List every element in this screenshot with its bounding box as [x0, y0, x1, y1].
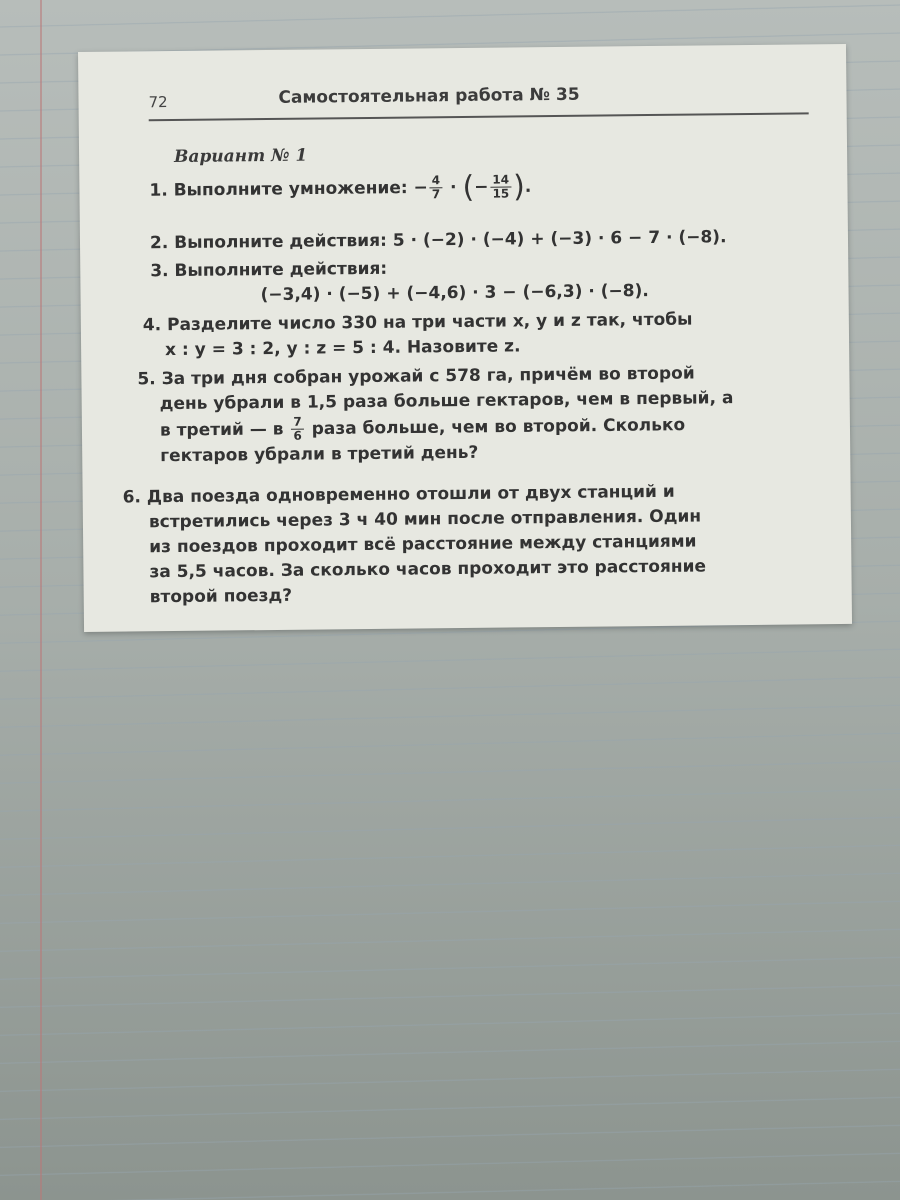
task-6-line-3: из поездов проходит всё расстояние между станциями	[149, 531, 697, 558]
task-5-line-3-start: в третий — в	[159, 419, 284, 441]
fraction-numerator: 7	[291, 416, 304, 430]
task-3-line-1: 3. Выполните действия:	[150, 258, 388, 282]
worksheet-paper	[78, 44, 852, 632]
close-paren: )	[512, 169, 526, 205]
task-3	[150, 254, 649, 309]
minus-sign: −	[474, 177, 489, 198]
task-4-line-1: 4. Разделите число 330 на три части x, y и z так, чтобы	[142, 309, 693, 336]
task-5-line-1: 5. За три дня собран урожай с 578 га, причём во второй	[137, 363, 695, 390]
task-1-text: 1. Выполните умножение: −	[149, 177, 428, 201]
worksheet-header	[148, 82, 808, 121]
page-number: 72	[148, 93, 168, 112]
task-5-line-2: день убрали в 1,5 раза больше гектаров, чем в первый, а	[159, 388, 734, 415]
task-6-line-2: встретились через 3 ч 40 мин после отправления. Один	[148, 506, 702, 533]
task-5-line-4: гектаров убрали в третий день?	[160, 442, 479, 467]
task-4-line-2: x : y = 3 : 2, y : z = 5 : 4. Назовите z.	[165, 336, 521, 361]
task-5-fraction	[291, 416, 304, 443]
worksheet-title: Самостоятельная работа № 35	[278, 84, 580, 108]
task-6	[123, 479, 707, 610]
fraction-numerator: 4	[430, 174, 443, 188]
task-2: 2. Выполните действия: 5 · (−2) · (−4) + (−3) · 6 − 7 · (−8).	[149, 227, 727, 254]
variant-heading: Вариант № 1	[174, 145, 308, 167]
period: .	[524, 176, 532, 197]
task-4	[143, 308, 693, 364]
fraction-denominator: 7	[431, 187, 441, 202]
open-paren: (	[462, 169, 475, 205]
task-3-line-2: (−3,4) · (−5) + (−4,6) · 3 − (−6,3) · (−8).	[260, 281, 649, 306]
task-1-fraction-2	[490, 173, 511, 200]
task-1	[149, 169, 532, 205]
multiply-sign: ·	[449, 177, 457, 198]
task-5-line-3-end: раза больше, чем во второй. Сколько	[311, 415, 686, 440]
fraction-denominator: 15	[492, 186, 510, 201]
task-6-line-1: 6. Два поезда одновременно отошли от двух станций и	[122, 481, 675, 508]
task-5	[137, 361, 734, 469]
task-1-fraction-1	[430, 174, 443, 201]
fraction-numerator: 14	[490, 173, 511, 187]
task-6-line-4: за 5,5 часов. За сколько часов проходит это расстояние	[149, 556, 707, 583]
task-6-line-5: второй поезд?	[149, 585, 293, 608]
notebook-margin-line	[40, 0, 42, 1200]
fraction-denominator: 6	[293, 428, 302, 443]
